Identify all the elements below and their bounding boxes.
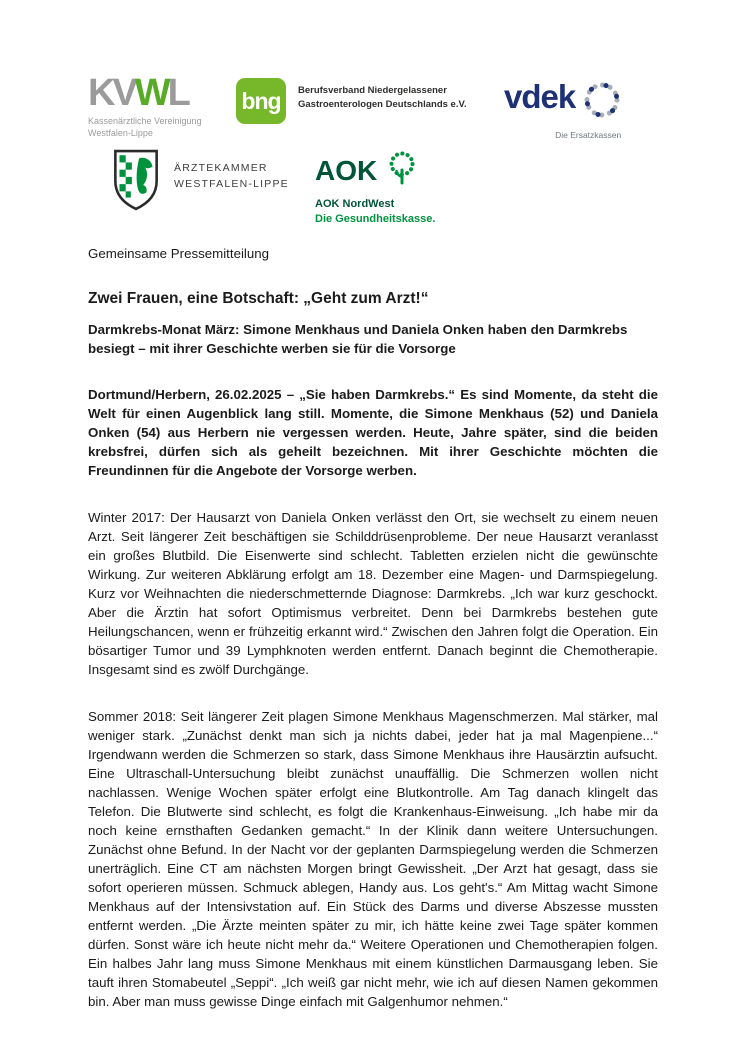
- aekwl-crest-icon: [112, 148, 160, 217]
- bng-name-line-1: Berufsverband Niedergelassener: [298, 85, 447, 96]
- vdek-wordmark: vdek: [504, 78, 576, 115]
- body-paragraph-sommer-2018: Sommer 2018: Seit längerer Zeit plagen Simone Menkhaus Magenschmerzen. Mal stärker, mal weniger stark. „Zunächst denkt man sich ja nichts dabei, jeder hat ja mal Magenpiene...“ Irgendwann werden die Schmerzen so stark, dass Simone Menkhaus ihre Hausärztin aufsucht. Eine Ultraschall-Untersuchung bleibt zunächst unauffällig. Die Schmerzen wollen nicht nachlassen. Wenige Wochen später erfolgt eine Blutkontrolle. Am Tag danach klingelt das Telefon. Die Blutwerte sind schlecht, es folgt die Krankenhaus-Einweisung. „Ich habe mir da noch keine ernsthaften Gedanken gemacht.“ In der Klinik dann weitere Untersuchungen. Zunächst ohne Befund. In der Nacht vor der geplanten Darmspiegelung werden die Schmerzen unerträglich. Eine CT am nächsten Morgen bringt Gewissheit. „Der Arzt hat gesagt, dass sie sofort operieren müssen. Schmuck ablegen, Handy aus. Los geht's.“ Am Mittag wacht Simone Menkhaus auf der Intensivstation auf. Ein Stück des Darms und diverse Abszesse mussten entfernt werden. „Die Ärzte meinten später zu mir, ich hätte keine zwei Tage später kommen dürfen. Sonst wäre ich heute nicht mehr da.“ Weitere Operationen und Chemotherapien folgen. Ein halbes Jahr lang muss Simone Menkhaus mit einem künstlichen Darmausgang leben. Sie tauft ihren Stomabeutel „Seppi“. „Ich weiß gar nicht mehr, wie ich auf diesen Namen gekommen bin. Aber man muss gewisse Dinge einfach mit Galgenhumor nehmen.“: [88, 709, 658, 1009]
- aok-tagline: Die Gesundheitskasse.: [315, 213, 436, 225]
- kvwl-subline: [88, 116, 202, 139]
- aerztekammer-logo: [112, 148, 289, 217]
- body-paragraph-winter-2017: Winter 2017: Der Hausarzt von Daniela Onken verlässt den Ort, sie wechselt zu einem neuen Arzt. Seit längerer Zeit beschäftigen sie Schilddrüsenprobleme. Der neue Hausarzt veranlasst ein großes Blutbild. Die Eisenwerte sind schlecht. Tabletten erzielen nicht die gewünschte Wirkung. Zur weiteren Abklärung erfolgt am 18. Dezember eine Magen- und Darmspiegelung. Kurz vor Weihnachten die niederschmetternde Diagnose: Darmkrebs. „Ich war kurz geschockt. Aber die Ärztin hat sofort Optimismus verbreitet. Denn bei Darmkrebs bestehen gute Heilungschancen, wenn er frühzeitig erkannt wird.“ Zwischen den Jahren folgt die Operation. Ein bösartiger Tumor und 39 Lymphknoten werden entfernt. Danach beginnt die Chemotherapie. Insgesamt sind es zwölf Durchgänge.: [88, 510, 658, 677]
- aok-logo-top: [315, 150, 435, 191]
- aekwl-name-line-1: ÄRZTEKAMMER: [174, 162, 268, 174]
- vdek-logo-top: [504, 80, 623, 127]
- page-title: Zwei Frauen, eine Botschaft: „Geht zum Arzt!“: [88, 290, 429, 307]
- vdek-tagline: Die Ersatzkassen: [555, 130, 622, 140]
- kvwl-subline-2: Westfalen-Lippe: [88, 127, 153, 138]
- aekwl-name-line-2: WESTFALEN-LIPPE: [174, 178, 289, 191]
- bng-logo: [236, 78, 467, 124]
- press-release-kicker: Gemeinsame Pressemitteilung: [88, 246, 270, 261]
- document-body: [0, 244, 746, 1011]
- aok-region-line: AOK NordWest: [315, 198, 395, 210]
- aekwl-name: [174, 148, 289, 193]
- bng-logo-tile-icon: [236, 78, 286, 124]
- bng-name-line-2: Gastroenterologen Deutschlands e.V.: [298, 98, 467, 110]
- bng-association-name: [298, 78, 467, 112]
- aok-laurel-icon: [385, 150, 419, 191]
- kvwl-letter-w: W: [134, 72, 168, 114]
- aok-logo: [315, 150, 435, 225]
- subtitle: Darmkrebs-Monat März: Simone Menkhaus und Daniela Onken haben den Darmkrebs besiegt – mit ihrer Geschichte werben sie für die Vorsorge: [88, 322, 628, 356]
- aok-wordmark: AOK: [315, 154, 378, 186]
- vdek-logo: [504, 80, 623, 140]
- kvwl-logo: [88, 74, 202, 139]
- bng-wordmark: bng: [241, 87, 281, 114]
- lead-paragraph: Dortmund/Herbern, 26.02.2025 – „Sie haben Darmkrebs.“ Es sind Momente, da steht die Welt für einen Augenblick lang still. Momente, die Simone Menkhaus (52) und Daniela Onken (54) aus Herbern nie vergessen werden. Heute, Jahre später, sind die beiden krebsfrei, dürfen sich als geheilt bezeichnen. Mit ihrer Geschichte möchten die Freundinnen für die Angebote der Vorsorge werben.: [88, 387, 658, 478]
- kvwl-wordmark: [88, 74, 202, 112]
- vdek-dotted-circle-icon: [581, 80, 623, 127]
- kvwl-letters-kv: KV: [88, 72, 135, 114]
- kvwl-letter-l: L: [167, 72, 188, 114]
- logo-header: [0, 0, 746, 240]
- kvwl-subline-1: Kassenärztliche Vereinigung: [88, 116, 202, 126]
